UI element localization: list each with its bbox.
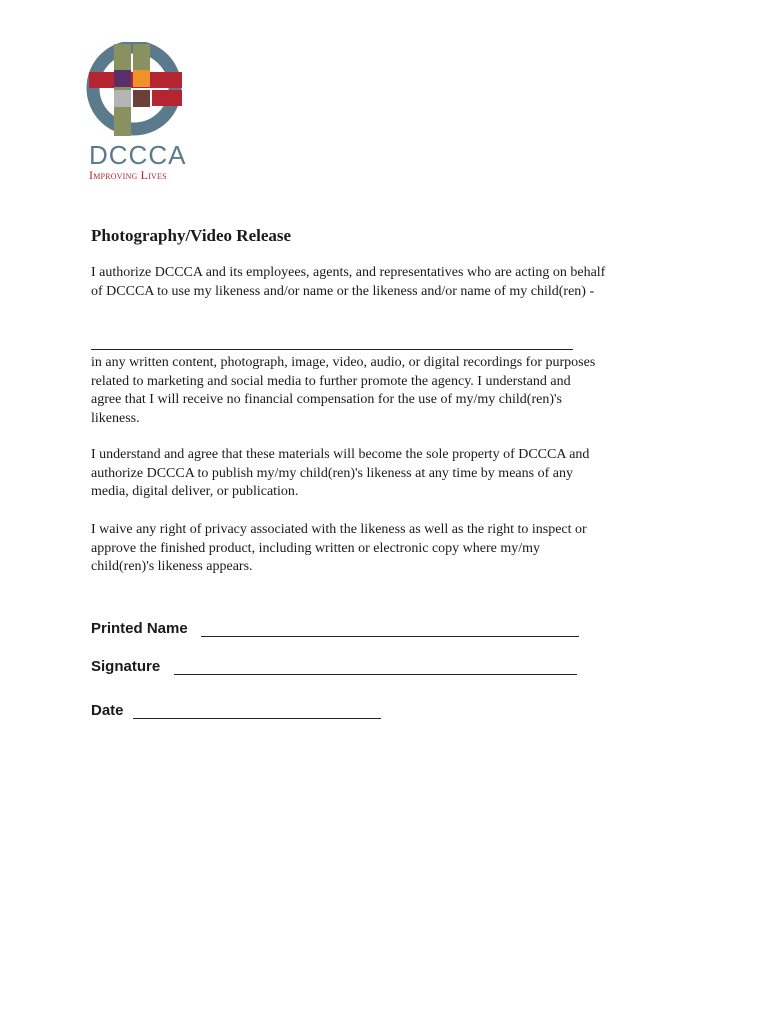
logo-tagline: Improving Lives xyxy=(89,168,167,182)
logo-tile-gray xyxy=(114,90,131,107)
paragraph-line: in any written content, photograph, image, video, audio, or digital recordings for purposes xyxy=(91,355,596,370)
printed-name-label: Printed Name xyxy=(91,620,188,637)
child-name-blank-line[interactable] xyxy=(91,349,573,350)
paragraph-line: authorize DCCCA to publish my/my child(ren)'s likeness at any time by means of any xyxy=(91,465,573,481)
usage-paragraph xyxy=(91,354,681,428)
paragraph-line: I waive any right of privacy associated with the likeness as well as the right to inspect or xyxy=(91,522,587,537)
paragraph-line: media, digital deliver, or publication. xyxy=(91,484,299,499)
logo-name: DCCCA xyxy=(89,140,187,170)
date-label: Date xyxy=(91,702,124,719)
dccca-logo xyxy=(86,42,186,182)
printed-name-field xyxy=(91,620,188,637)
document-title: Photography/Video Release xyxy=(91,226,292,245)
paragraph-line: agree that I will receive no financial compensation for the use of my/my child(ren)'s xyxy=(91,392,562,407)
signature-field xyxy=(91,658,160,675)
logo-red-right xyxy=(152,90,182,106)
authorization-paragraph xyxy=(91,264,681,301)
printed-name-line[interactable] xyxy=(201,636,579,637)
paragraph-line: related to marketing and social media to further promote the agency. I understand and xyxy=(91,373,571,389)
date-field xyxy=(91,702,124,719)
paragraph-line: child(ren)'s likeness appears. xyxy=(91,559,253,574)
property-paragraph xyxy=(91,446,681,502)
paragraph-line: likeness. xyxy=(91,410,140,426)
privacy-waiver-paragraph xyxy=(91,521,681,577)
paragraph-line: I understand and agree that these materials will become the sole property of DCCCA and xyxy=(91,447,590,462)
signature-label: Signature xyxy=(91,658,161,675)
logo-tile-orange xyxy=(133,70,150,87)
logo-tile-brown xyxy=(133,90,150,107)
date-line[interactable] xyxy=(133,718,381,719)
paragraph-line: of DCCCA to use my likeness and/or name or the likeness and/or name of my child(ren) - xyxy=(91,283,595,299)
signature-line[interactable] xyxy=(174,674,577,675)
paragraph-line: approve the finished product, including written or electronic copy where my/my xyxy=(91,540,541,556)
dccca-logo-mark xyxy=(86,42,186,138)
paragraph-line: I authorize DCCCA and its employees, agents, and representatives who are acting on behalf xyxy=(91,265,606,280)
logo-tile-purple xyxy=(114,70,131,87)
logo-olive-top xyxy=(133,44,150,72)
